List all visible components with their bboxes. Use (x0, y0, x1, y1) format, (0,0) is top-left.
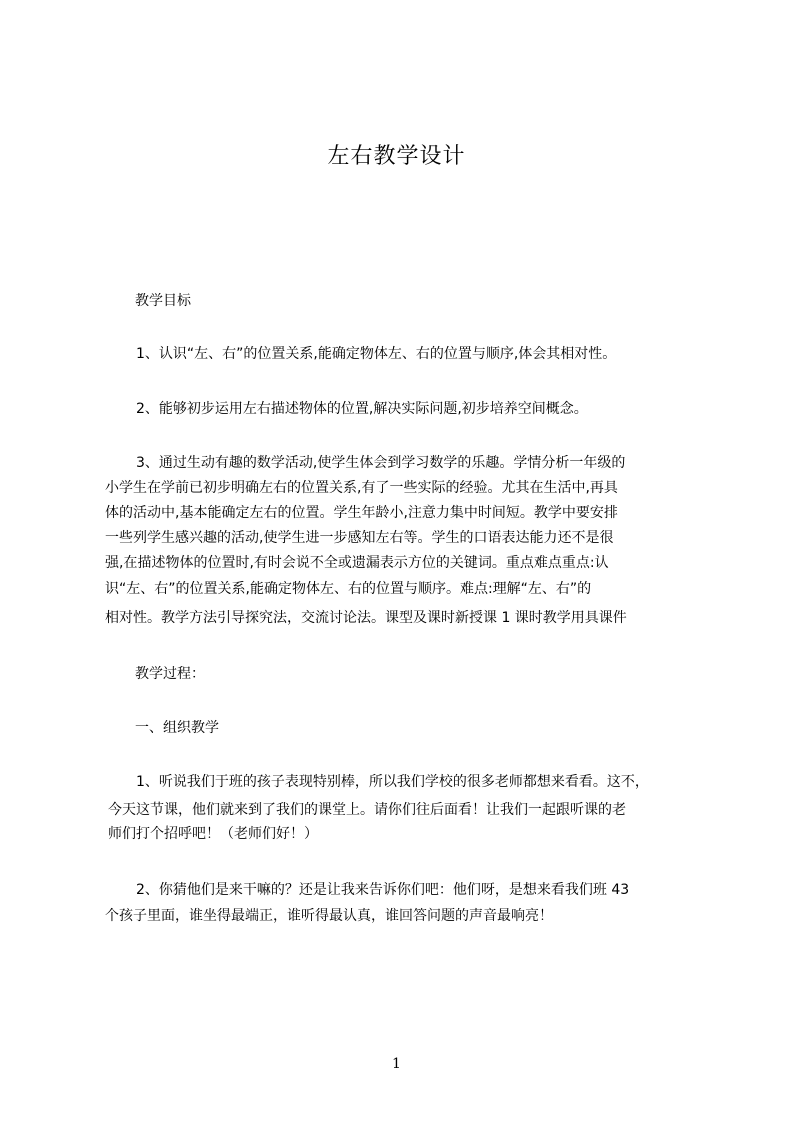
paragraph-3-line: 相对性。教学方法引导探究法，交流讨论法。课型及课时新授课 1 课时教学用具课件 (105, 610, 627, 626)
process-item-1-line: 师们打个招呼吧！（老师们好！） (108, 826, 318, 842)
paragraph-3-line: 强,在描述物体的位置时,有时会说不全或遗漏表示方位的关键词。重点难点重点:认 (105, 555, 609, 571)
section-1-heading: 一、组织教学 (135, 720, 219, 736)
page-number: 1 (392, 1056, 401, 1072)
paragraph-3-line: 3、通过生动有趣的数学活动,使学生体会到学习数学的乐趣。学情分析一年级的 (136, 455, 626, 471)
paragraph-3-line: 小学生在学前已初步明确左右的位置关系,有了一些实际的经验。尤其在生活中,再具 (105, 480, 618, 496)
heading-teaching-goals: 教学目标 (135, 293, 191, 309)
paragraph-3-line: 识“左、右”的位置关系,能确定物体左、右的位置与顺序。难点:理解“左、右”的 (105, 581, 592, 597)
process-item-1-line: 今天这节课，他们就来到了我们的课堂上。请你们往后面看！让我们一起跟听课的老 (108, 802, 626, 818)
process-item-1-line: 1、听说我们于班的孩子表现特别棒，所以我们学校的很多老师都想来看看。这不， (136, 774, 649, 790)
heading-teaching-process: 教学过程： (135, 666, 205, 682)
paragraph-3-line: 一些列学生感兴趣的活动,使学生进一步感知左右等。学生的口语表达能力还不是很 (105, 530, 614, 546)
document-title: 左右教学设计 (327, 144, 466, 169)
goal-item-1: 1、认识“左、右”的位置关系,能确定物体左、右的位置与顺序,体会其相对性。 (136, 346, 617, 362)
process-item-2-line: 个孩子里面，谁坐得最端正，谁听得最认真，谁回答问题的声音最响亮！ (105, 908, 553, 924)
goal-item-2: 2、能够初步运用左右描述物体的位置,解决实际问题,初步培养空间概念。 (136, 401, 588, 417)
paragraph-3-line: 体的活动中,基本能确定左右的位置。学生年龄小,注意力集中时间短。教学中要安排 (105, 505, 618, 521)
process-item-2-line: 2、你猜他们是来干嘛的？还是让我来告诉你们吧：他们呀，是想来看我们班 43 (136, 882, 630, 898)
